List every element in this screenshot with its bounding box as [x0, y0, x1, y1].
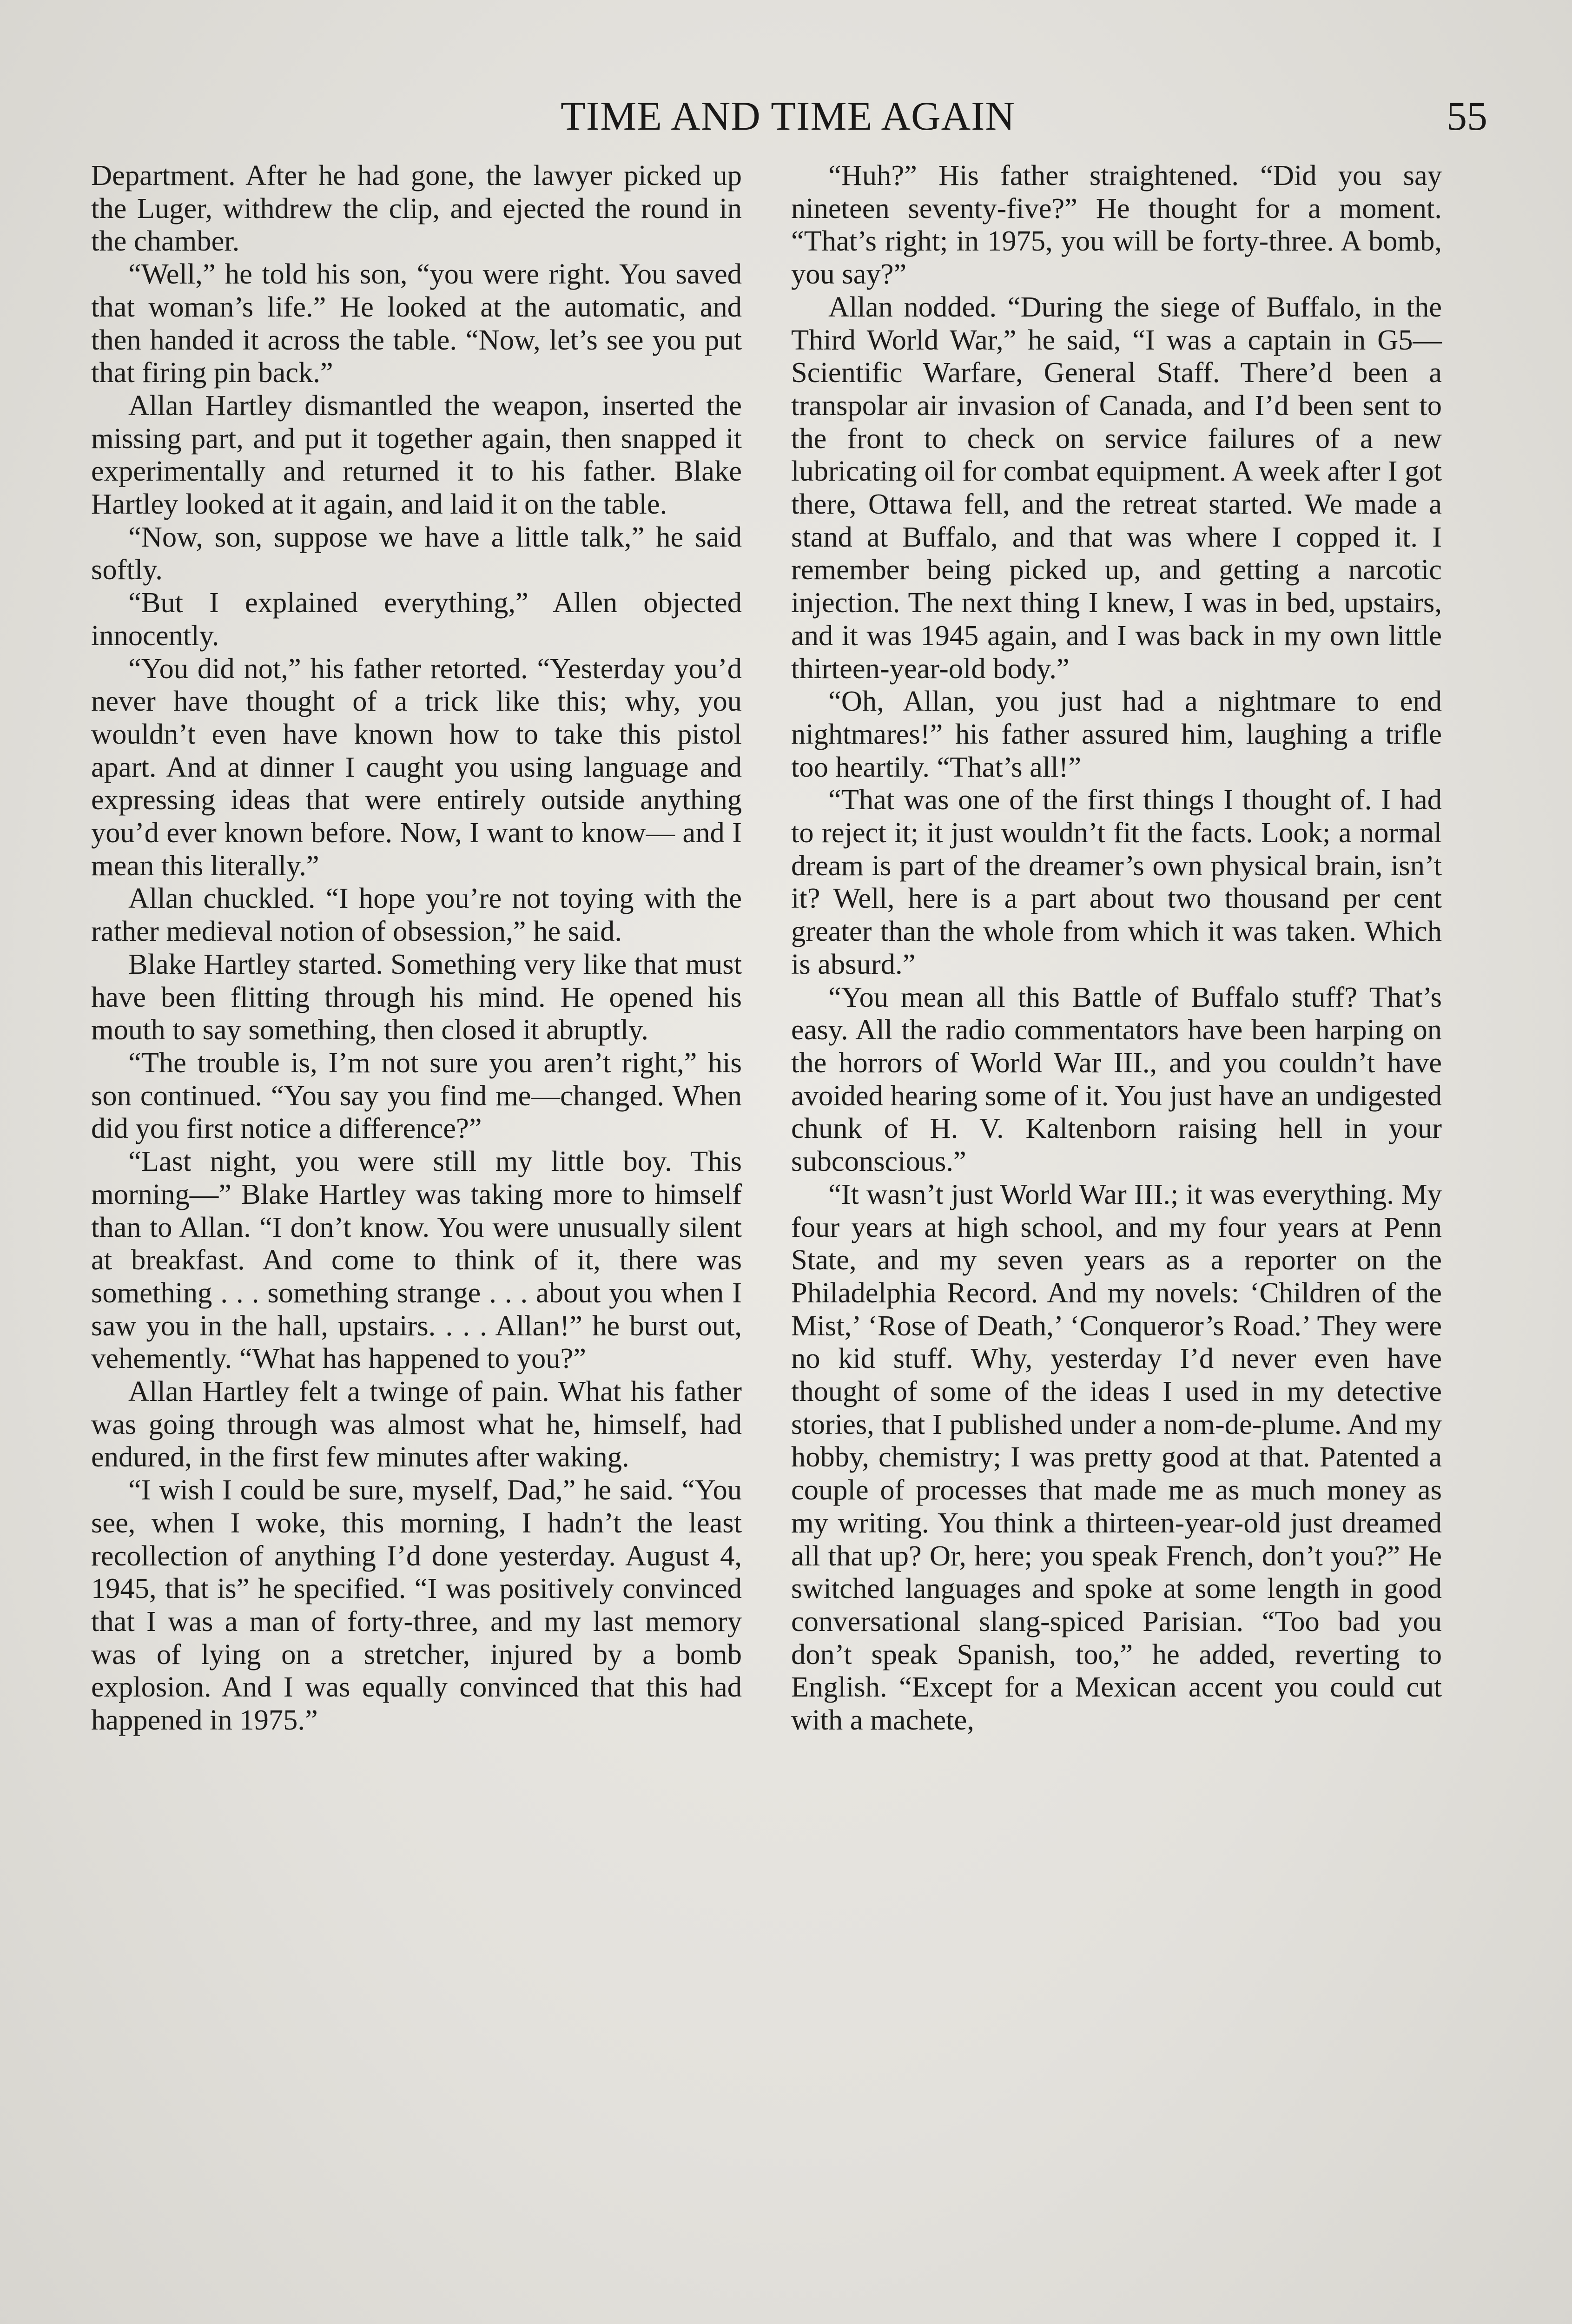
paragraph: Allan Hartley dismantled the weapon, inserted the missing part, and put it together again, then snapped it experimentally and returned it to his father. Blake Hartley looked at it again, and laid it on the table.: [91, 389, 742, 521]
paragraph: “But I explained everything,” Allen objected innocently.: [91, 586, 742, 652]
running-title: TIME AND TIME AGAIN: [561, 94, 1015, 139]
paragraph: “Oh, Allan, you just had a nightmare to end nightmares!” his father assured him, laughing a trifle too heartily. “That’s all!”: [791, 685, 1442, 783]
paragraph: “You mean all this Battle of Buffalo stuff? That’s easy. All the radio commentators have been harping on the horrors of World War III., and you couldn’t have avoided hearing some of it. You just have an undigested chunk of H. V. Kaltenborn raising hell in your subconscious.”: [791, 980, 1442, 1178]
paragraph: “You did not,” his father retorted. “Yesterday you’d never have thought of a trick like this; why, you wouldn’t even have known how to take this pistol apart. And at dinner I caught you using language and expressing ideas that were entirely outside anything you’d ever known before. Now, I want to know— and I mean this literally.”: [91, 652, 742, 882]
page-number: 55: [1447, 94, 1487, 139]
paragraph: “Now, son, suppose we have a little talk,” he said softly.: [91, 520, 742, 586]
paragraph: Department. After he had gone, the lawyer picked up the Luger, withdrew the clip, and ejected the round in the chamber.: [91, 159, 742, 257]
right-column: [791, 159, 1442, 1736]
left-column: [91, 159, 742, 1736]
paragraph: Allan Hartley felt a twinge of pain. What his father was going through was almost what he, himself, had endured, in the first few minutes after waking.: [91, 1375, 742, 1473]
paragraph: “The trouble is, I’m not sure you aren’t right,” his son continued. “You say you find me—changed. When did you first notice a difference?”: [91, 1046, 742, 1145]
page-header: [88, 93, 1487, 153]
paragraph: Allan nodded. “During the siege of Buffalo, in the Third World War,” he said, “I was a captain in G5—Scientific Warfare, General Staff. There’d been a transpolar air invasion of Canada, and I’d been sent to the front to check on service failures of a new lubricating oil for combat equipment. A week after I got there, Ottawa fell, and the retreat started. We made a stand at Buffalo, and that was where I copped it. I remember being picked up, and getting a narcotic injection. The next thing I knew, I was in bed, upstairs, and it was 1945 again, and I was back in my own little thirteen-year-old body.”: [791, 290, 1442, 685]
paragraph: “Huh?” His father straightened. “Did you say nineteen seventy-five?” He thought for a moment. “That’s right; in 1975, you will be forty-three. A bomb, you say?”: [791, 159, 1442, 290]
paragraph: “Well,” he told his son, “you were right. You saved that woman’s life.” He looked at the automatic, and then handed it across the table. “Now, let’s see you put that firing pin back.”: [91, 257, 742, 389]
paragraph: “I wish I could be sure, myself, Dad,” he said. “You see, when I woke, this morning, I hadn’t the least recollection of anything I’d done yesterday. August 4, 1945, that is” he specified. “I was positively convinced that I was a man of forty-three, and my last memory was of lying on a stretcher, injured by a bomb explosion. And I was equally convinced that this had happened in 1975.”: [91, 1473, 742, 1736]
paragraph: Allan chuckled. “I hope you’re not toying with the rather medieval notion of obsession,” he said.: [91, 882, 742, 948]
paragraph: “It wasn’t just World War III.; it was everything. My four years at high school, and my four years at Penn State, and my seven years as a reporter on the Philadelphia Record. And my novels: ‘Children of the Mist,’ ‘Rose of Death,’ ‘Conqueror’s Road.’ They were no kid stuff. Why, yesterday I’d never even have thought of some of the ideas I used in my detective stories, that I published under a nom-de-plume. And my hobby, chemistry; I was pretty good at that. Patented a couple of processes that made me as much money as my writing. You think a thirteen-year-old just dreamed all that up? Or, here; you speak French, don’t you?” He switched languages and spoke at some length in good conversational slang-spiced Parisian. “Too bad you don’t speak Spanish, too,” he added, reverting to English. “Except for a Mexican accent you could cut with a machete,: [791, 1177, 1442, 1736]
paragraph: “Last night, you were still my little boy. This morning—” Blake Hartley was taking more to himself than to Allan. “I don’t know. You were unusually silent at breakfast. And come to think of it, there was something . . . something strange . . . about you when I saw you in the hall, upstairs. . . . Allan!” he burst out, vehemently. “What has happened to you?”: [91, 1145, 742, 1375]
paragraph: “That was one of the first things I thought of. I had to reject it; it just wouldn’t fit the facts. Look; a normal dream is part of the dreamer’s own physical brain, isn’t it? Well, here is a part about two thousand per cent greater than the whole from which it was taken. Which is absurd.”: [791, 783, 1442, 980]
paragraph: Blake Hartley started. Something very like that must have been flitting through his mind. He opened his mouth to say something, then closed it abruptly.: [91, 947, 742, 1046]
